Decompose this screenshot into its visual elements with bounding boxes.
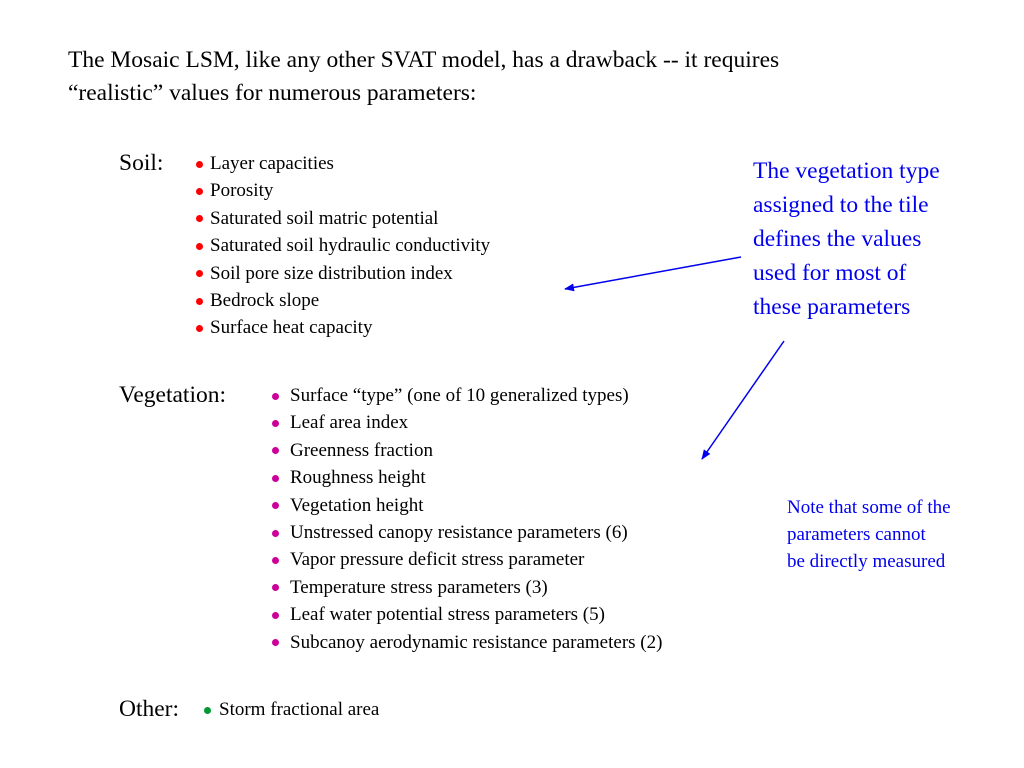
callout-main-line-1: The vegetation type — [753, 158, 940, 184]
bullet-icon — [272, 502, 279, 509]
bullet-icon — [272, 612, 279, 619]
bullet-icon — [196, 188, 203, 195]
vegetation-item-label: Surface “type” (one of 10 generalized types) — [290, 385, 629, 406]
vegetation-item-label: Vegetation height — [290, 494, 424, 516]
other-section-label: Other: — [119, 696, 180, 722]
callout-main-line-2: assigned to the tile — [753, 192, 929, 218]
soil-item-label: Soil pore size distribution index — [210, 262, 453, 284]
callout-note-line-2: parameters cannot — [787, 524, 926, 545]
bullet-icon — [272, 475, 279, 482]
bullet-icon — [272, 584, 279, 591]
vegetation-item-label: Greenness fraction — [290, 439, 433, 461]
soil-item-label: Porosity — [210, 180, 274, 202]
soil-item-label: Saturated soil hydraulic conductivity — [210, 235, 491, 257]
vegetation-item-label: Temperature stress parameters (3) — [290, 576, 548, 598]
vegetation-item-label: Leaf water potential stress parameters (5) — [290, 604, 605, 626]
intro-line-1: The Mosaic LSM, like any other SVAT model, has a drawback -- it requires — [68, 47, 780, 73]
vegetation-section-label: Vegetation: — [119, 382, 227, 408]
vegetation-item-label: Leaf area index — [290, 412, 409, 434]
arrow-to-soil-list — [565, 257, 741, 289]
bullet-icon — [196, 161, 203, 168]
bullet-icon — [272, 530, 279, 537]
callout-note-line-1: Note that some of the — [787, 497, 951, 518]
vegetation-item-label: Subcanoy aerodynamic resistance parameters (2) — [290, 631, 663, 653]
bullet-icon — [196, 325, 203, 332]
soil-section-label: Soil: — [119, 150, 164, 176]
soil-item-label: Bedrock slope — [210, 290, 320, 311]
vegetation-item-label: Vapor pressure deficit stress parameter — [290, 549, 585, 571]
soil-item-label: Saturated soil matric potential — [210, 207, 439, 229]
intro-line-2: “realistic” values for numerous parameters: — [68, 80, 477, 106]
bullet-icon — [272, 420, 279, 427]
bullet-icon — [272, 557, 279, 564]
callout-main-line-5: these parameters — [753, 294, 911, 320]
callout-main-line-4: used for most of — [753, 260, 907, 286]
bullet-icon — [196, 215, 203, 222]
vegetation-type-callout — [753, 154, 940, 324]
vegetation-item-label: Roughness height — [290, 467, 426, 489]
bullet-icon — [196, 243, 203, 250]
bullet-icon — [272, 447, 279, 454]
bullet-icon — [272, 639, 279, 646]
soil-item-label: Surface heat capacity — [210, 317, 373, 339]
soil-item-label: Layer capacities — [210, 153, 334, 174]
intro-text — [68, 44, 968, 110]
callout-main-line-3: defines the values — [753, 226, 922, 252]
bullet-icon — [272, 393, 279, 400]
callout-note-line-3: be directly measured — [787, 551, 946, 572]
bullet-icon — [196, 270, 203, 277]
other-item-label: Storm fractional area — [219, 699, 380, 720]
bullet-icon — [204, 707, 211, 714]
bullet-icon — [196, 298, 203, 305]
arrow-to-vegetation-list — [702, 341, 784, 459]
measurement-note-callout — [787, 494, 951, 575]
vegetation-item-label: Unstressed canopy resistance parameters (6) — [290, 522, 628, 543]
